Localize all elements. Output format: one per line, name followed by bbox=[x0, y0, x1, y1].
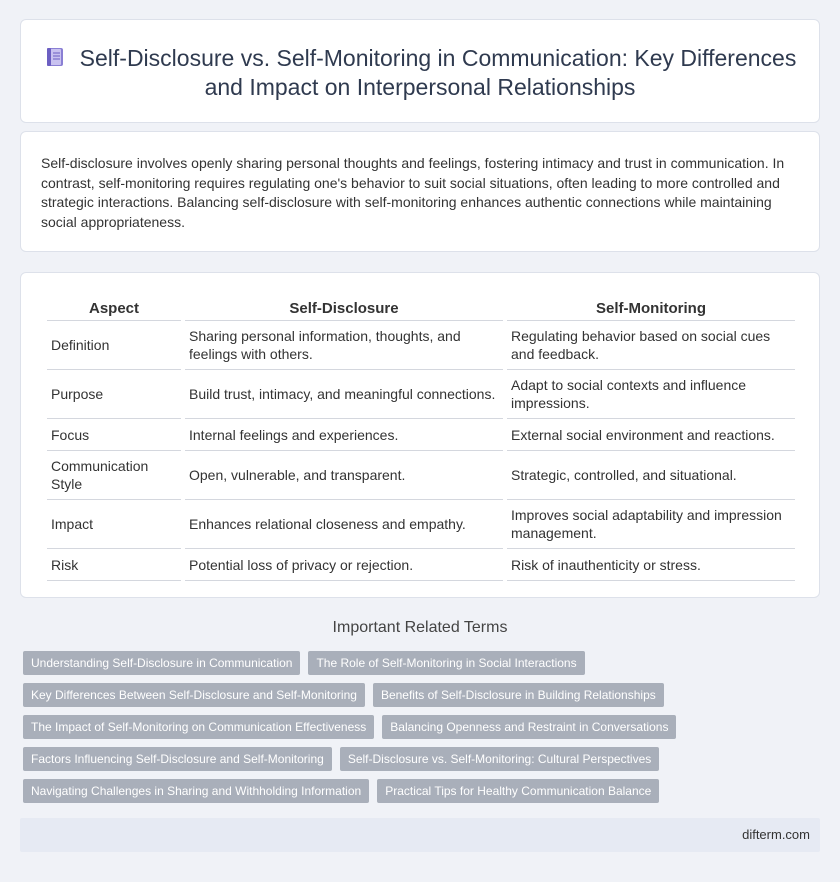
footer-site-link[interactable]: difterm.com bbox=[742, 827, 810, 842]
cell-aspect: Communication Style bbox=[47, 451, 181, 500]
footer bbox=[20, 818, 820, 852]
cell-self-disclosure: Internal feelings and experiences. bbox=[185, 419, 503, 451]
cell-self-disclosure: Enhances relational closeness and empathy. bbox=[185, 500, 503, 549]
related-terms-title: Important Related Terms bbox=[332, 619, 508, 636]
header-self-disclosure: Self-Disclosure bbox=[185, 293, 503, 321]
cell-aspect: Impact bbox=[47, 500, 181, 549]
cell-self-monitoring: Adapt to social contexts and influence impressions. bbox=[507, 370, 795, 419]
book-icon bbox=[44, 46, 66, 68]
cell-self-disclosure: Build trust, intimacy, and meaningful connections. bbox=[185, 370, 503, 419]
cell-aspect: Risk bbox=[47, 549, 181, 581]
table-row bbox=[47, 321, 795, 370]
table-row bbox=[47, 500, 795, 549]
header-self-monitoring: Self-Monitoring bbox=[507, 293, 795, 321]
table-row bbox=[47, 451, 795, 500]
intro-paragraph: Self-disclosure involves openly sharing personal thoughts and feelings, fostering intimacy and trust in communication. In contrast, self-monitoring requires regulating one's behavior to suit social situations, often leading to more controlled and strategic interactions. Balancing self-disclosure with self-monitoring enhances authentic connections while maintaining social appropriateness. bbox=[41, 155, 785, 230]
related-term-tag[interactable]: Factors Influencing Self-Disclosure and Self-Monitoring bbox=[23, 747, 332, 771]
cell-aspect: Definition bbox=[47, 321, 181, 370]
table-row bbox=[47, 549, 795, 581]
cell-self-monitoring: Strategic, controlled, and situational. bbox=[507, 451, 795, 500]
related-term-tag[interactable]: The Role of Self-Monitoring in Social Interactions bbox=[308, 651, 584, 675]
cell-self-monitoring: Regulating behavior based on social cues and feedback. bbox=[507, 321, 795, 370]
cell-self-disclosure: Open, vulnerable, and transparent. bbox=[185, 451, 503, 500]
related-term-tag[interactable]: Self-Disclosure vs. Self-Monitoring: Cultural Perspectives bbox=[340, 747, 659, 771]
related-term-tag[interactable]: The Impact of Self-Monitoring on Communication Effectiveness bbox=[23, 715, 374, 739]
intro-card bbox=[20, 131, 820, 252]
cell-self-monitoring: Risk of inauthenticity or stress. bbox=[507, 549, 795, 581]
cell-aspect: Focus bbox=[47, 419, 181, 451]
cell-self-monitoring: External social environment and reactions. bbox=[507, 419, 795, 451]
header-aspect: Aspect bbox=[47, 293, 181, 321]
page-title-text: Self-Disclosure vs. Self-Monitoring in Communication: Key Differences and Impact on Interpersonal Relationships bbox=[79, 45, 797, 100]
related-term-tag[interactable]: Benefits of Self-Disclosure in Building Relationships bbox=[373, 683, 664, 707]
cell-aspect: Purpose bbox=[47, 370, 181, 419]
related-term-tag[interactable]: Key Differences Between Self-Disclosure and Self-Monitoring bbox=[23, 683, 365, 707]
table-row bbox=[47, 419, 795, 451]
cell-self-monitoring: Improves social adaptability and impression management. bbox=[507, 500, 795, 549]
comparison-card bbox=[20, 272, 820, 598]
cell-self-disclosure: Potential loss of privacy or rejection. bbox=[185, 549, 503, 581]
related-terms-list bbox=[23, 651, 823, 811]
related-term-tag[interactable]: Understanding Self-Disclosure in Communication bbox=[23, 651, 300, 675]
table-header-row bbox=[47, 293, 795, 321]
related-term-tag[interactable]: Balancing Openness and Restraint in Conversations bbox=[382, 715, 676, 739]
cell-self-disclosure: Sharing personal information, thoughts, and feelings with others. bbox=[185, 321, 503, 370]
related-term-tag[interactable]: Practical Tips for Healthy Communication Balance bbox=[377, 779, 659, 803]
page-title bbox=[41, 44, 799, 102]
table-row bbox=[47, 370, 795, 419]
header-card bbox=[20, 19, 820, 123]
comparison-table bbox=[43, 293, 799, 581]
related-term-tag[interactable]: Navigating Challenges in Sharing and Withholding Information bbox=[23, 779, 369, 803]
